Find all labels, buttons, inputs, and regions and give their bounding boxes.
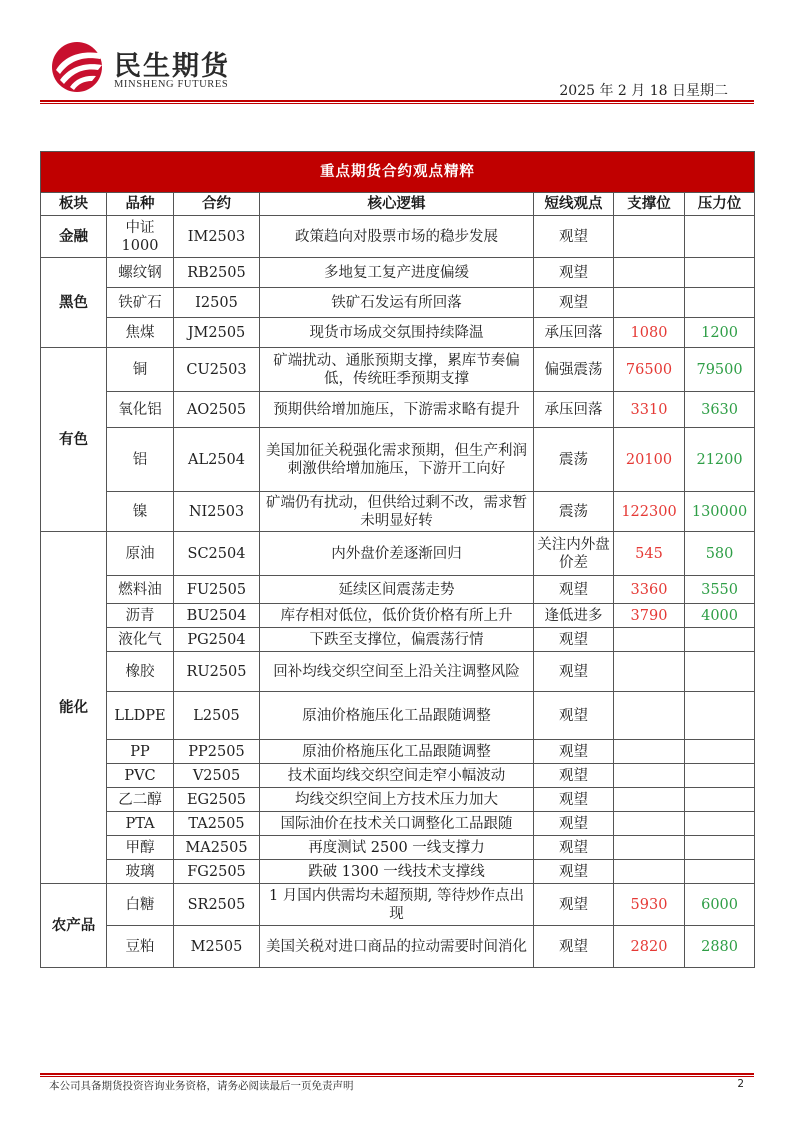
column-header: 核心逻辑 <box>260 193 534 216</box>
table-row <box>41 926 755 968</box>
contract-cell: BU2504 <box>174 604 260 628</box>
header-divider <box>40 100 754 102</box>
logic-cell: 库存相对低位，低价货价格有所上升 <box>260 604 534 628</box>
logic-cell: 铁矿石发运有所回落 <box>260 288 534 318</box>
logic-cell: 国际油价在技术关口调整化工品跟随 <box>260 812 534 836</box>
product-cell: 氧化铝 <box>107 392 174 428</box>
product-cell: 铝 <box>107 428 174 492</box>
resistance-cell: 4000 <box>685 604 755 628</box>
resistance-cell: 6000 <box>685 884 755 926</box>
table-row <box>41 740 755 764</box>
brand-name-cn: 民生期货 <box>114 51 230 82</box>
logic-cell: 内外盘价差逐渐回归 <box>260 532 534 576</box>
sector-cell: 金融 <box>41 216 107 258</box>
table-body <box>41 216 755 968</box>
resistance-cell <box>685 836 755 860</box>
table-row <box>41 576 755 604</box>
column-header: 支撑位 <box>614 193 685 216</box>
resistance-cell: 2880 <box>685 926 755 968</box>
contract-cell: FU2505 <box>174 576 260 604</box>
logic-cell: 下跌至支撑位，偏震荡行情 <box>260 628 534 652</box>
view-cell: 观望 <box>534 764 614 788</box>
brand-name-en: MINSHENG FUTURES <box>114 79 229 90</box>
logic-cell: 再度测试 2500 一线支撑力 <box>260 836 534 860</box>
resistance-cell: 3630 <box>685 392 755 428</box>
table-row <box>41 258 755 288</box>
logic-cell: 矿端扰动、通胀预期支撑，累库节奏偏低，传统旺季预期支撑 <box>260 348 534 392</box>
support-cell <box>614 692 685 740</box>
table-header-row <box>41 193 755 216</box>
product-cell: 中证 1000 <box>107 216 174 258</box>
resistance-cell <box>685 692 755 740</box>
table-row <box>41 628 755 652</box>
logic-cell: 现货市场成交氛围持续降温 <box>260 318 534 348</box>
resistance-cell: 3550 <box>685 576 755 604</box>
logic-cell: 原油价格施压化工品跟随调整 <box>260 740 534 764</box>
resistance-cell <box>685 216 755 258</box>
contract-cell: SR2505 <box>174 884 260 926</box>
brand-logo <box>50 40 240 94</box>
product-cell: 液化气 <box>107 628 174 652</box>
table-row <box>41 692 755 740</box>
view-cell: 承压回落 <box>534 392 614 428</box>
product-cell: 橡胶 <box>107 652 174 692</box>
support-cell: 122300 <box>614 492 685 532</box>
view-cell: 观望 <box>534 788 614 812</box>
table-row <box>41 652 755 692</box>
table-row <box>41 318 755 348</box>
view-cell: 观望 <box>534 258 614 288</box>
table-row <box>41 532 755 576</box>
logic-cell: 跌破 1300 一线技术支撑线 <box>260 860 534 884</box>
table-row <box>41 836 755 860</box>
column-header: 合约 <box>174 193 260 216</box>
product-cell: 镍 <box>107 492 174 532</box>
support-cell <box>614 860 685 884</box>
view-cell: 震荡 <box>534 428 614 492</box>
support-cell <box>614 258 685 288</box>
support-cell: 545 <box>614 532 685 576</box>
resistance-cell <box>685 628 755 652</box>
table-row <box>41 604 755 628</box>
logic-cell: 1 月国内供需均未超预期, 等待炒作点出现 <box>260 884 534 926</box>
support-cell: 2820 <box>614 926 685 968</box>
support-cell <box>614 216 685 258</box>
product-cell: PP <box>107 740 174 764</box>
column-header: 短线观点 <box>534 193 614 216</box>
contract-cell: CU2503 <box>174 348 260 392</box>
sector-cell: 能化 <box>41 532 107 884</box>
contract-cell: IM2503 <box>174 216 260 258</box>
resistance-cell: 21200 <box>685 428 755 492</box>
view-cell: 偏强震荡 <box>534 348 614 392</box>
support-cell: 1080 <box>614 318 685 348</box>
contract-cell: NI2503 <box>174 492 260 532</box>
logic-cell: 多地复工复产进度偏缓 <box>260 258 534 288</box>
product-cell: PVC <box>107 764 174 788</box>
support-cell: 3360 <box>614 576 685 604</box>
product-cell: 铁矿石 <box>107 288 174 318</box>
logic-cell: 矿端仍有扰动，但供给过剩不改，需求暂未明显好转 <box>260 492 534 532</box>
resistance-cell <box>685 860 755 884</box>
support-cell <box>614 740 685 764</box>
logic-cell: 预期供给增加施压，下游需求略有提升 <box>260 392 534 428</box>
table-row <box>41 492 755 532</box>
logic-cell: 政策趋向对股票市场的稳步发展 <box>260 216 534 258</box>
contract-cell: RB2505 <box>174 258 260 288</box>
view-cell: 观望 <box>534 652 614 692</box>
view-cell: 观望 <box>534 926 614 968</box>
support-cell: 20100 <box>614 428 685 492</box>
support-cell <box>614 836 685 860</box>
product-cell: 螺纹钢 <box>107 258 174 288</box>
product-cell: PTA <box>107 812 174 836</box>
footer-disclaimer: 本公司具备期货投资咨询业务资格，请务必阅读最后一页免责声明 <box>49 1080 354 1092</box>
resistance-cell <box>685 258 755 288</box>
header-divider-thin <box>40 103 754 104</box>
table-row <box>41 428 755 492</box>
view-cell: 观望 <box>534 692 614 740</box>
table-row <box>41 812 755 836</box>
column-header: 品种 <box>107 193 174 216</box>
contract-cell: PG2504 <box>174 628 260 652</box>
contract-cell: AO2505 <box>174 392 260 428</box>
table-title: 重点期货合约观点精粹 <box>41 152 755 193</box>
view-cell: 观望 <box>534 576 614 604</box>
resistance-cell <box>685 764 755 788</box>
sector-cell: 黑色 <box>41 258 107 348</box>
contract-cell: AL2504 <box>174 428 260 492</box>
support-cell <box>614 788 685 812</box>
product-cell: 沥青 <box>107 604 174 628</box>
view-cell: 关注内外盘价差 <box>534 532 614 576</box>
contract-cell: PP2505 <box>174 740 260 764</box>
sector-cell: 农产品 <box>41 884 107 968</box>
support-cell <box>614 652 685 692</box>
footer-divider <box>40 1073 754 1075</box>
column-header: 板块 <box>41 193 107 216</box>
product-cell: 原油 <box>107 532 174 576</box>
view-cell: 承压回落 <box>534 318 614 348</box>
logic-cell: 均线交织空间上方技术压力加大 <box>260 788 534 812</box>
table-row <box>41 288 755 318</box>
contract-cell: V2505 <box>174 764 260 788</box>
support-cell <box>614 628 685 652</box>
view-cell: 震荡 <box>534 492 614 532</box>
sector-cell: 有色 <box>41 348 107 532</box>
view-cell: 观望 <box>534 628 614 652</box>
logic-cell: 技术面均线交织空间走窄小幅波动 <box>260 764 534 788</box>
contract-cell: SC2504 <box>174 532 260 576</box>
support-cell <box>614 288 685 318</box>
support-cell: 5930 <box>614 884 685 926</box>
contract-cell: FG2505 <box>174 860 260 884</box>
footer-divider-thin <box>40 1076 754 1077</box>
contract-cell: M2505 <box>174 926 260 968</box>
contract-cell: TA2505 <box>174 812 260 836</box>
table-row <box>41 764 755 788</box>
product-cell: 甲醇 <box>107 836 174 860</box>
column-header: 压力位 <box>685 193 755 216</box>
logic-cell: 美国加征关税强化需求预期，但生产利润刺激供给增加施压，下游开工向好 <box>260 428 534 492</box>
product-cell: 铜 <box>107 348 174 392</box>
contract-cell: RU2505 <box>174 652 260 692</box>
resistance-cell: 580 <box>685 532 755 576</box>
resistance-cell: 130000 <box>685 492 755 532</box>
resistance-cell <box>685 288 755 318</box>
resistance-cell: 1200 <box>685 318 755 348</box>
contract-cell: MA2505 <box>174 836 260 860</box>
logic-cell: 回补均线交织空间至上沿关注调整风险 <box>260 652 534 692</box>
resistance-cell <box>685 812 755 836</box>
view-cell: 观望 <box>534 216 614 258</box>
product-cell: 乙二醇 <box>107 788 174 812</box>
product-cell: 白糖 <box>107 884 174 926</box>
view-cell: 观望 <box>534 884 614 926</box>
view-cell: 观望 <box>534 288 614 318</box>
futures-view-table <box>40 151 755 968</box>
logic-cell: 原油价格施压化工品跟随调整 <box>260 692 534 740</box>
support-cell: 3310 <box>614 392 685 428</box>
resistance-cell <box>685 788 755 812</box>
support-cell: 76500 <box>614 348 685 392</box>
resistance-cell <box>685 740 755 764</box>
product-cell: 豆粕 <box>107 926 174 968</box>
table-row <box>41 860 755 884</box>
support-cell: 3790 <box>614 604 685 628</box>
view-cell: 逢低进多 <box>534 604 614 628</box>
product-cell: 焦煤 <box>107 318 174 348</box>
view-cell: 观望 <box>534 740 614 764</box>
support-cell <box>614 764 685 788</box>
contract-cell: L2505 <box>174 692 260 740</box>
report-date: 2025 年 2 月 18 日星期二 <box>559 83 728 99</box>
logic-cell: 美国关税对进口商品的拉动需要时间消化 <box>260 926 534 968</box>
product-cell: 燃料油 <box>107 576 174 604</box>
table-row <box>41 216 755 258</box>
view-cell: 观望 <box>534 836 614 860</box>
resistance-cell: 79500 <box>685 348 755 392</box>
resistance-cell <box>685 652 755 692</box>
view-cell: 观望 <box>534 860 614 884</box>
contract-cell: JM2505 <box>174 318 260 348</box>
brand-logo-icon <box>50 40 108 94</box>
table-row <box>41 348 755 392</box>
table-row <box>41 392 755 428</box>
table-row <box>41 884 755 926</box>
page-number: 2 <box>737 1078 744 1090</box>
view-cell: 观望 <box>534 812 614 836</box>
contract-cell: I2505 <box>174 288 260 318</box>
contract-cell: EG2505 <box>174 788 260 812</box>
product-cell: 玻璃 <box>107 860 174 884</box>
table-row <box>41 788 755 812</box>
support-cell <box>614 812 685 836</box>
product-cell: LLDPE <box>107 692 174 740</box>
logic-cell: 延续区间震荡走势 <box>260 576 534 604</box>
